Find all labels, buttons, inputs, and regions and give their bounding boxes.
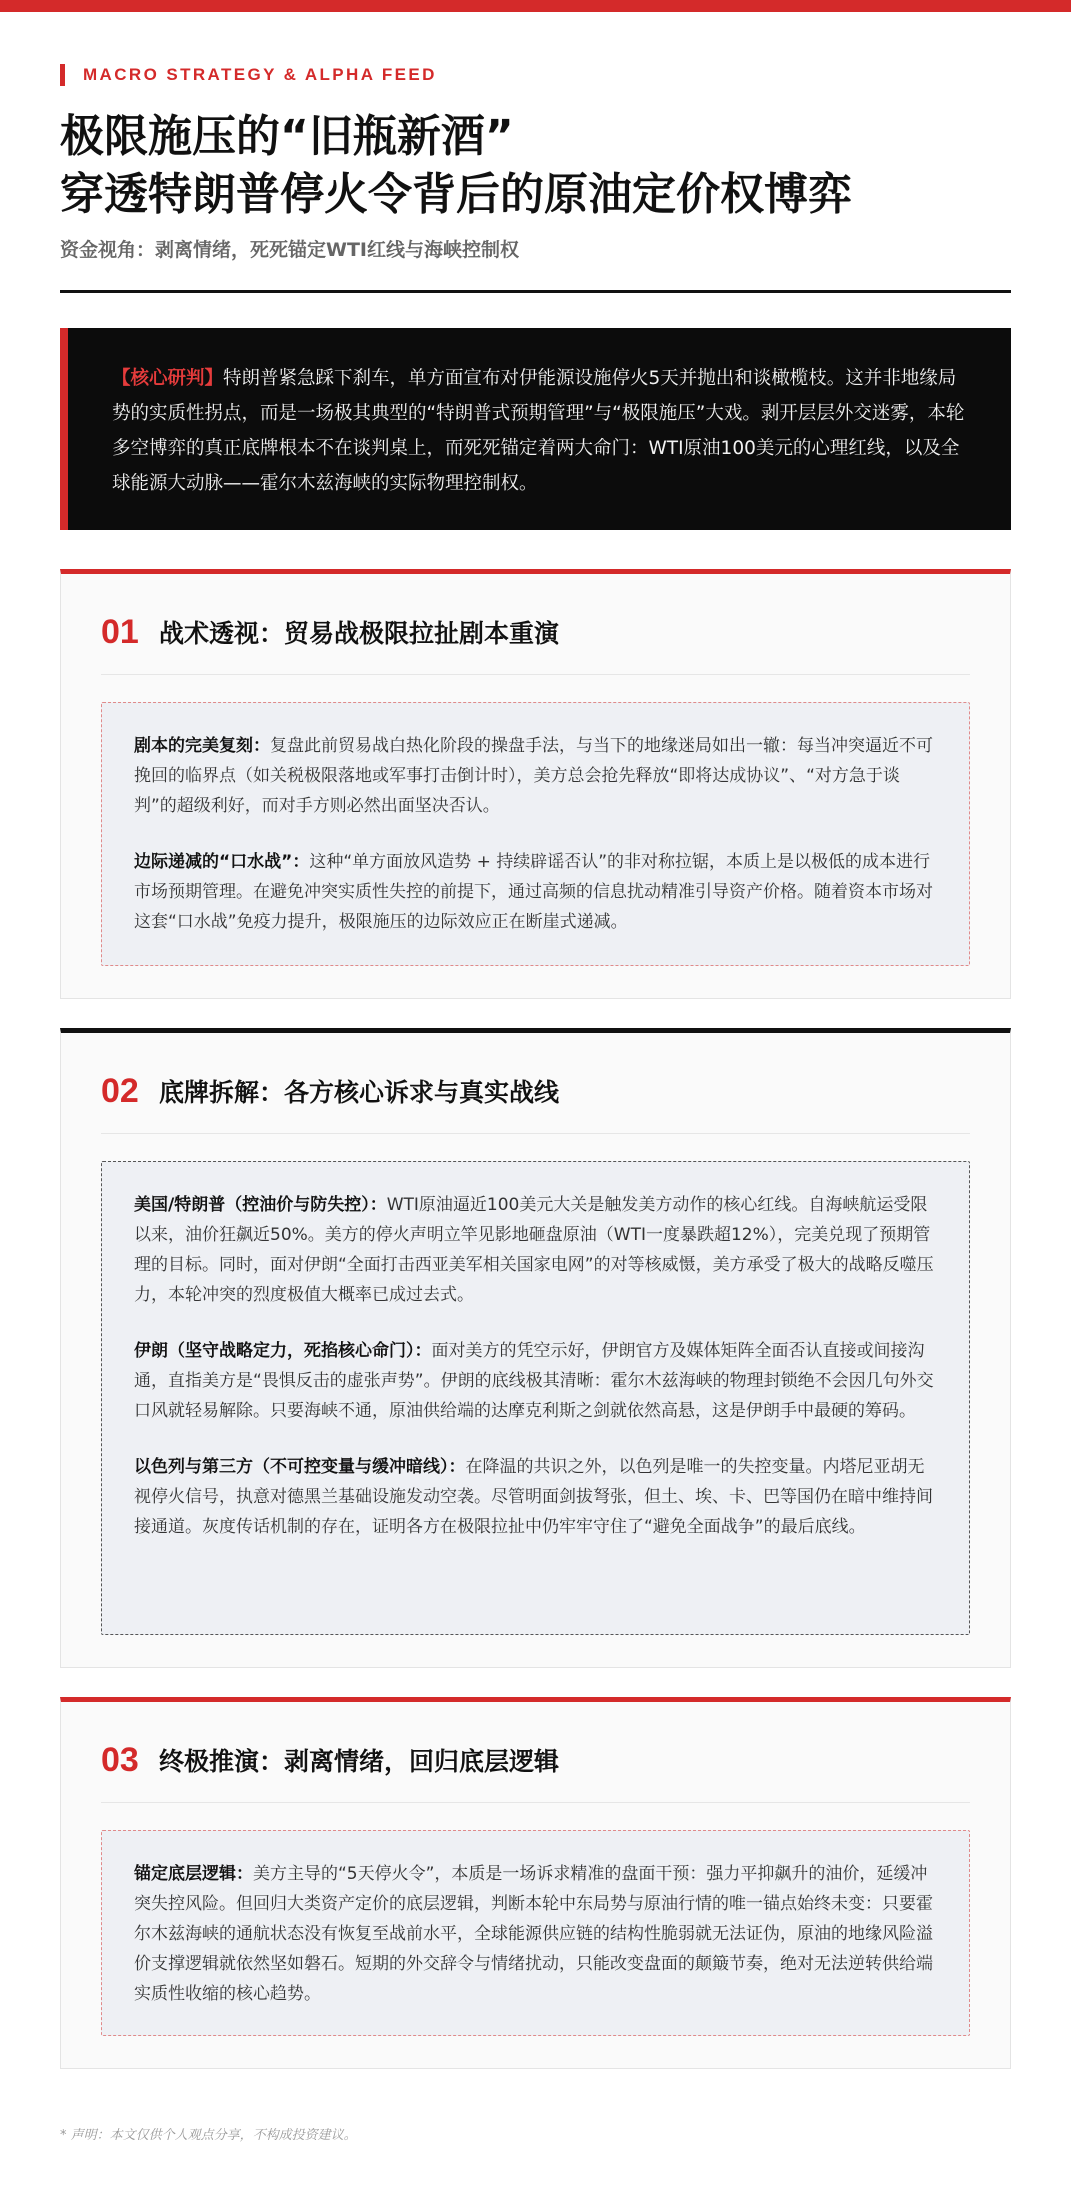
- header-divider: [60, 290, 1011, 293]
- paragraph-text: 复盘此前贸易战白热化阶段的操盘手法，与当下的地缘迷局如出一辙：每当冲突逼近不可挽回的临界点（如关税极限落地或军事打击倒计时），美方总会抢先释放“即将达成协议”、“对方急于谈判”的超级利好，而对手方则必然出面坚决否认。: [134, 736, 933, 816]
- section-number: 01: [101, 612, 139, 651]
- paragraph-heading: 剧本的完美复刻：: [134, 736, 270, 756]
- paragraph: [134, 1190, 937, 1310]
- section-number: 02: [101, 1071, 139, 1110]
- section-title: 终极推演：剥离情绪，回归底层逻辑: [159, 1747, 560, 1776]
- core-judgement-box: [60, 328, 1011, 530]
- section-kicker: MACRO STRATEGY & ALPHA FEED: [60, 64, 437, 86]
- section-content-box: [101, 1830, 970, 2036]
- section-card-02: [60, 1028, 1011, 1668]
- core-tag: 【核心研判】: [112, 368, 224, 389]
- title-line-1: 极限施压的“旧瓶新酒”: [60, 111, 514, 162]
- top-accent-bar: [0, 0, 1071, 12]
- paragraph-text: WTI原油逼近100美元大关是触发美方动作的核心红线。自海峡航运受限以来，油价狂飙近50%。美方的停火声明立竿见影地砸盘原油（WTI一度暴跌超12%），完美兑现了预期管理的目标。同时，面对伊朗“全面打击西亚美军相关国家电网”的对等核威慑，美方承受了极大的战略反噬压力，本轮冲突的烈度极值大概率已成过去式。: [134, 1195, 934, 1305]
- section-divider: [101, 674, 970, 675]
- core-text: 特朗普紧急踩下刹车，单方面宣布对伊能源设施停火5天并抛出和谈橄榄枝。这并非地缘局势的实质性拐点，而是一场极其典型的“特朗普式预期管理”与“极限施压”大戏。剥开层层外交迷雾，本轮多空博弈的真正底牌根本不在谈判桌上，而死死锚定着两大命门：WTI原油100美元的心理红线，以及全球能源大动脉——霍尔木兹海峡的实际物理控制权。: [112, 368, 965, 494]
- paragraph: [134, 1452, 937, 1542]
- disclaimer-footnote: * 声明：本文仅供个人观点分享，不构成投资建议。: [60, 2128, 357, 2143]
- page-title: [60, 108, 1020, 224]
- section-content-box: [101, 1161, 970, 1635]
- section-divider: [101, 1802, 970, 1803]
- paragraph-heading: 美国/特朗普（控油价与防失控）：: [134, 1195, 387, 1215]
- paragraph: [134, 1859, 937, 2009]
- paragraph: [134, 731, 937, 821]
- section-content-box: [101, 702, 970, 966]
- paragraph-text: 在降温的共识之外，以色列是唯一的失控变量。内塔尼亚胡无视停火信号，执意对德黑兰基础设施发动空袭。尽管明面剑拔弩张，但土、埃、卡、巴等国仍在暗中维持间接通道。灰度传话机制的存在，证明各方在极限拉扯中仍牢牢守住了“避免全面战争”的最后底线。: [134, 1457, 933, 1537]
- section-number: 03: [101, 1740, 139, 1779]
- section-header: [101, 612, 559, 652]
- section-divider: [101, 1133, 970, 1134]
- paragraph-heading: 伊朗（坚守战略定力，死掐核心命门）：: [134, 1341, 432, 1361]
- paragraph-heading: 锚定底层逻辑：: [134, 1864, 253, 1884]
- paragraph-text: 面对美方的凭空示好，伊朗官方及媒体矩阵全面否认直接或间接沟通，直指美方是“畏惧反击的虚张声势”。伊朗的底线极其清晰：霍尔木兹海峡的物理封锁绝不会因几句外交口风就轻易解除。只要海峡不通，原油供给端的达摩克利斯之剑就依然高悬，这是伊朗手中最硬的筹码。: [134, 1341, 934, 1421]
- title-line-2: 穿透特朗普停火令背后的原油定价权博弈: [60, 169, 852, 220]
- paragraph: [134, 1336, 937, 1426]
- section-card-01: [60, 569, 1011, 999]
- section-title: 底牌拆解：各方核心诉求与真实战线: [159, 1078, 560, 1107]
- section-header: [101, 1071, 559, 1111]
- section-card-03: [60, 1697, 1011, 2069]
- paragraph-heading: 以色列与第三方（不可控变量与缓冲暗线）：: [134, 1457, 466, 1477]
- paragraph: [134, 847, 937, 937]
- page-subtitle: 资金视角：剥离情绪，死死锚定WTI红线与海峡控制权: [60, 239, 519, 261]
- paragraph-text: 美方主导的“5天停火令”，本质是一场诉求精准的盘面干预：强力平抑飙升的油价，延缓冲突失控风险。但回归大类资产定价的底层逻辑，判断本轮中东局势与原油行情的唯一锚点始终未变：只要霍尔木兹海峡的通航状态没有恢复至战前水平，全球能源供应链的结构性脆弱就无法证伪，原油的地缘风险溢价支撑逻辑就依然坚如磐石。短期的外交辞令与情绪扰动，只能改变盘面的颠簸节奏，绝对无法逆转供给端实质性收缩的核心趋势。: [134, 1864, 933, 2004]
- paragraph-heading: 边际递减的“口水战”：: [134, 852, 310, 872]
- section-title: 战术透视：贸易战极限拉扯剧本重演: [159, 619, 560, 648]
- paragraph-text: 这种“单方面放风造势 + 持续辟谣否认”的非对称拉锯，本质上是以极低的成本进行市场预期管理。在避免冲突实质性失控的前提下，通过高频的信息扰动精准引导资产价格。随着资本市场对这套“口水战”免疫力提升，极限施压的边际效应正在断崖式递减。: [134, 852, 933, 932]
- section-header: [101, 1740, 559, 1780]
